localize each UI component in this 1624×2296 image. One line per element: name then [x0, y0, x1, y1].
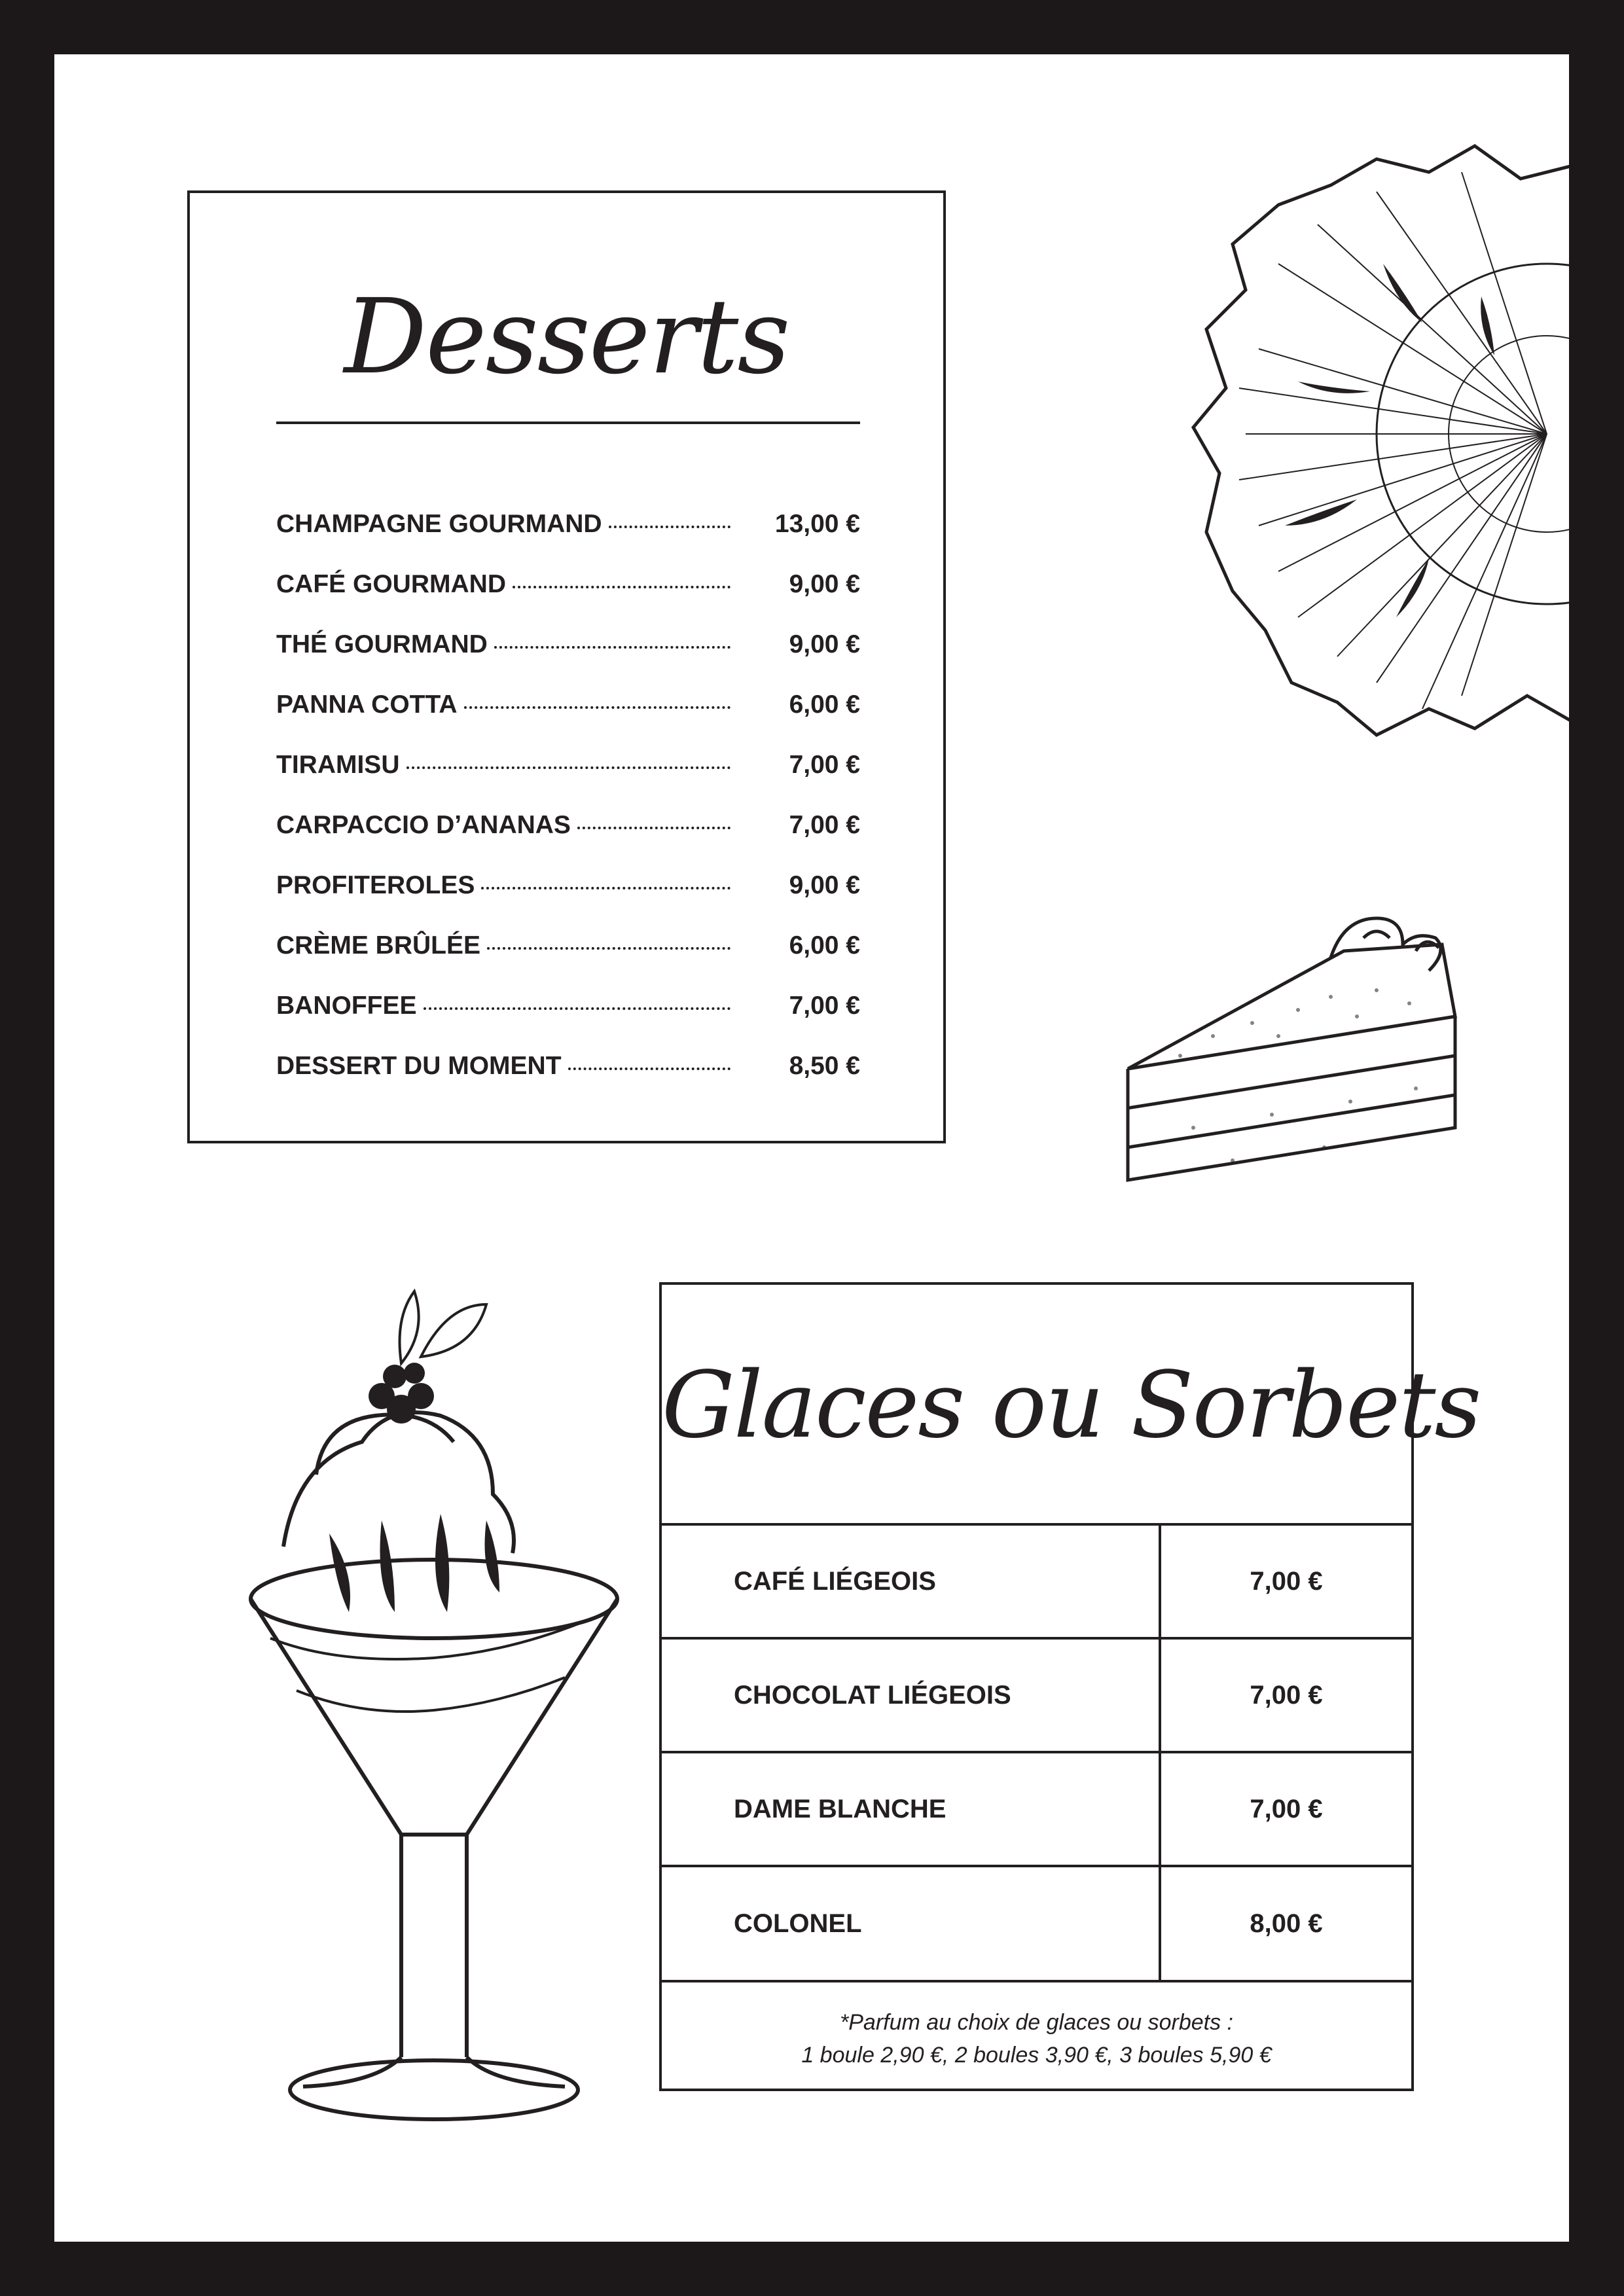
menu-page — [54, 54, 1569, 2242]
cake-slice-icon — [1115, 846, 1481, 1187]
dessert-item — [276, 494, 860, 554]
dessert-price: 7,00 € — [789, 811, 860, 839]
dot-leader — [577, 827, 731, 829]
dot-leader — [481, 887, 731, 889]
dessert-name: PANNA COTTA — [276, 691, 458, 719]
title-divider — [276, 422, 860, 424]
dot-leader — [568, 1067, 731, 1070]
dessert-item — [276, 976, 860, 1036]
desserts-section — [187, 190, 946, 1143]
dessert-name: PROFITEROLES — [276, 871, 475, 899]
dessert-price: 8,50 € — [789, 1052, 860, 1080]
glace-name: CAFÉ LIÉGEOIS — [734, 1566, 936, 1596]
glace-price: 7,00 € — [1160, 1638, 1411, 1752]
dot-leader — [494, 646, 731, 649]
table-row — [662, 1866, 1411, 1980]
dessert-price: 9,00 € — [789, 871, 860, 899]
dessert-item — [276, 554, 860, 615]
dessert-name: BANOFFEE — [276, 992, 417, 1020]
dot-leader — [406, 766, 731, 769]
dessert-name: DESSERT DU MOMENT — [276, 1052, 562, 1080]
glace-name: CHOCOLAT LIÉGEOIS — [734, 1680, 1011, 1710]
dessert-item — [276, 855, 860, 916]
glace-price: 7,00 € — [1160, 1524, 1411, 1638]
dot-leader — [513, 586, 731, 588]
note-divider — [662, 1980, 1411, 1982]
dot-leader — [487, 947, 731, 950]
dessert-item — [276, 795, 860, 855]
flavor-note — [662, 2006, 1411, 2072]
glaces-title: Glaces ou Sorbets — [662, 1352, 1481, 1459]
dessert-price: 9,00 € — [789, 570, 860, 598]
dessert-name: CHAMPAGNE GOURMAND — [276, 510, 602, 538]
dessert-item — [276, 675, 860, 735]
dessert-price: 7,00 € — [789, 751, 860, 779]
table-row — [662, 1752, 1411, 1866]
dessert-item — [276, 615, 860, 675]
glace-price: 7,00 € — [1160, 1752, 1411, 1866]
dessert-item — [276, 1036, 860, 1096]
dessert-name: THÉ GOURMAND — [276, 630, 488, 658]
dessert-price: 13,00 € — [774, 510, 860, 538]
dot-leader — [464, 706, 731, 709]
ice-cream-sundae-icon — [185, 1272, 643, 2162]
table-row — [662, 1524, 1411, 1638]
glace-name: DAME BLANCHE — [734, 1794, 947, 1823]
dessert-item — [276, 916, 860, 976]
desserts-list — [276, 494, 860, 1096]
dot-leader — [424, 1007, 731, 1010]
note-line-2: 1 boule 2,90 €, 2 boules 3,90 €, 3 boules 5,90 € — [801, 2043, 1272, 2068]
pineapple-slice-icon — [1180, 133, 1569, 787]
dessert-item — [276, 735, 860, 795]
dessert-price: 6,00 € — [789, 691, 860, 719]
dessert-price: 9,00 € — [789, 630, 860, 658]
dessert-price: 7,00 € — [789, 992, 860, 1020]
note-line-1: *Parfum au choix de glaces ou sorbets : — [840, 2010, 1233, 2035]
glace-name: COLONEL — [734, 1909, 862, 1938]
dessert-name: TIRAMISU — [276, 751, 400, 779]
dessert-price: 6,00 € — [789, 931, 860, 960]
desserts-title: Desserts — [344, 277, 789, 397]
dessert-name: CRÈME BRÛLÉE — [276, 931, 481, 960]
glaces-section — [659, 1282, 1481, 2091]
dessert-name: CARPACCIO D’ANANAS — [276, 811, 571, 839]
glace-price: 8,00 € — [1160, 1866, 1411, 1980]
dessert-name: CAFÉ GOURMAND — [276, 570, 506, 598]
glaces-table — [662, 1523, 1411, 1980]
dot-leader — [609, 526, 731, 528]
table-row — [662, 1638, 1411, 1752]
